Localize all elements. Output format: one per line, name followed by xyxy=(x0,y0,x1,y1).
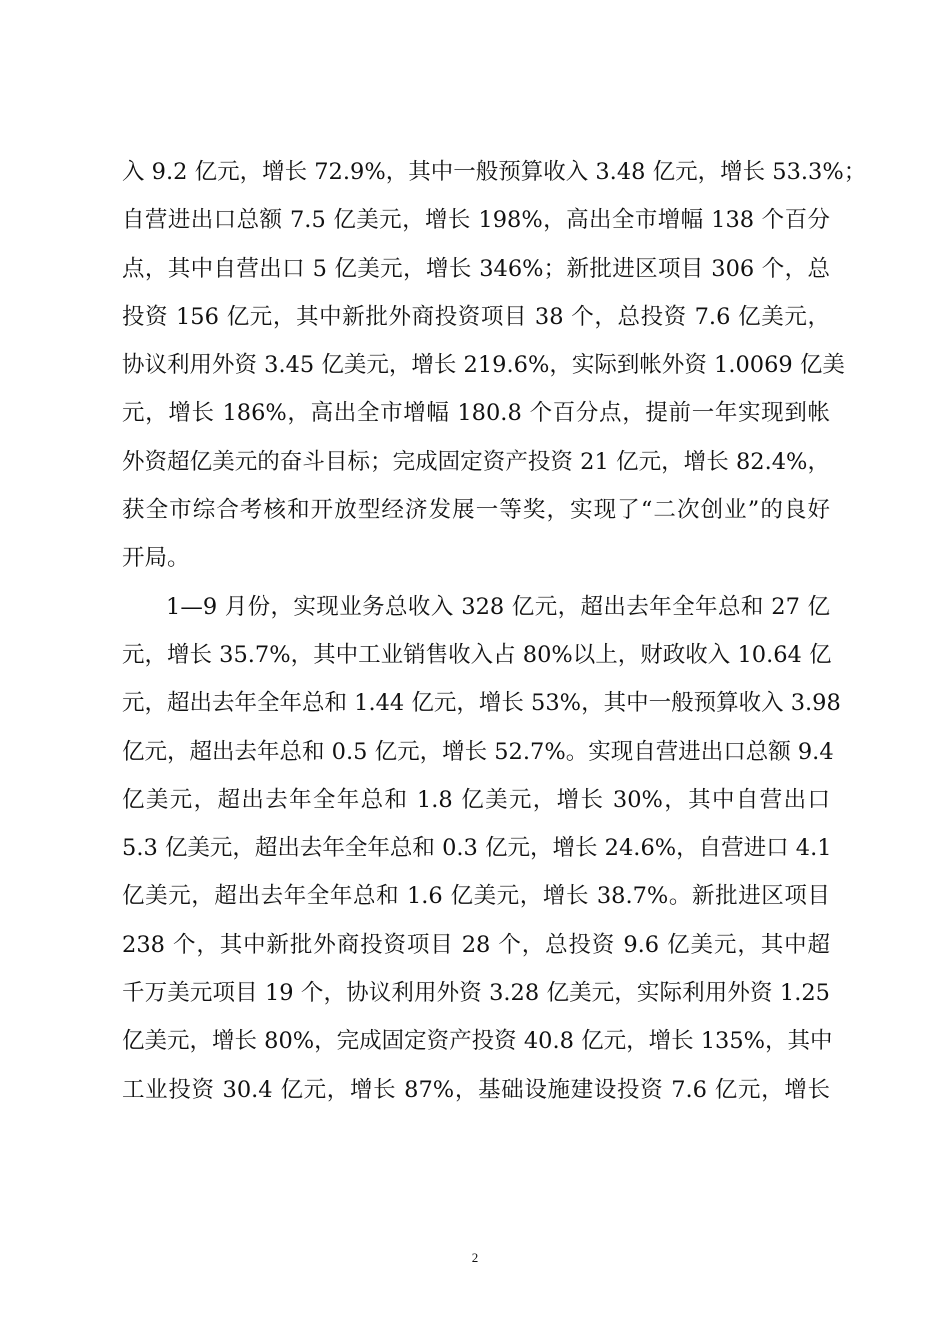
text-line: 亿美元，超出去年全年总和 1.6 亿美元，增长 38.7%。新批进区项目 xyxy=(122,883,830,910)
text-line: 开局。 xyxy=(122,545,190,572)
body-text xyxy=(122,148,867,1114)
text-line: 外资超亿美元的奋斗目标；完成固定资产投资 21 亿元，增长 82.4%， xyxy=(122,448,830,475)
text-line: 亿元，超出去年总和 0.5 亿元，增长 52.7%。实现自营进出口总额 9.4 xyxy=(122,738,834,765)
page-number: 2 xyxy=(471,1250,479,1265)
text-line: 5.3 亿美元，超出去年全年总和 0.3 亿元，增长 24.6%，自营进口 4.1 xyxy=(122,835,832,862)
text-line: 自营进出口总额 7.5 亿美元，增长 198%，高出全市增幅 138 个百分 xyxy=(122,207,830,234)
paragraph-first-line: 1—9 月份，实现业务总收入 328 亿元，超出去年全年总和 27 亿 xyxy=(166,593,830,620)
text-line: 亿美元，超出去年全年总和 1.8 亿美元，增长 30%，其中自营出口 xyxy=(122,786,830,813)
text-line: 元，增长 186%，高出全市增幅 180.8 个百分点，提前一年实现到帐 xyxy=(122,400,830,427)
text-line: 投资 156 亿元，其中新批外商投资项目 38 个，总投资 7.6 亿美元， xyxy=(122,303,830,330)
text-line: 元，增长 35.7%，其中工业销售收入占 80%以上，财政收入 10.64 亿 xyxy=(122,641,832,668)
text-line: 入 9.2 亿元，增长 72.9%，其中一般预算收入 3.48 亿元，增长 53.3%； xyxy=(122,159,867,185)
text-line: 元，超出去年全年总和 1.44 亿元，增长 53%，其中一般预算收入 3.98 xyxy=(122,690,841,717)
text-line: 工业投资 30.4 亿元，增长 87%，基础设施建设投资 7.6 亿元，增长 xyxy=(122,1076,830,1103)
text-line: 获全市综合考核和开放型经济发展一等奖，实现了“二次创业”的良好 xyxy=(122,497,830,524)
text-line: 千万美元项目 19 个，协议利用外资 3.28 亿美元，实际利用外资 1.25 xyxy=(122,980,830,1007)
text-line: 亿美元，增长 80%，完成固定资产投资 40.8 亿元，增长 135%，其中 xyxy=(122,1028,833,1055)
text-line: 点，其中自营出口 5 亿美元，增长 346%；新批进区项目 306 个，总 xyxy=(122,255,830,282)
text-line: 协议利用外资 3.45 亿美元，增长 219.6%，实际到帐外资 1.0069 亿美 xyxy=(122,352,845,379)
text-line: 238 个，其中新批外商投资项目 28 个，总投资 9.6 亿美元，其中超 xyxy=(122,931,830,958)
